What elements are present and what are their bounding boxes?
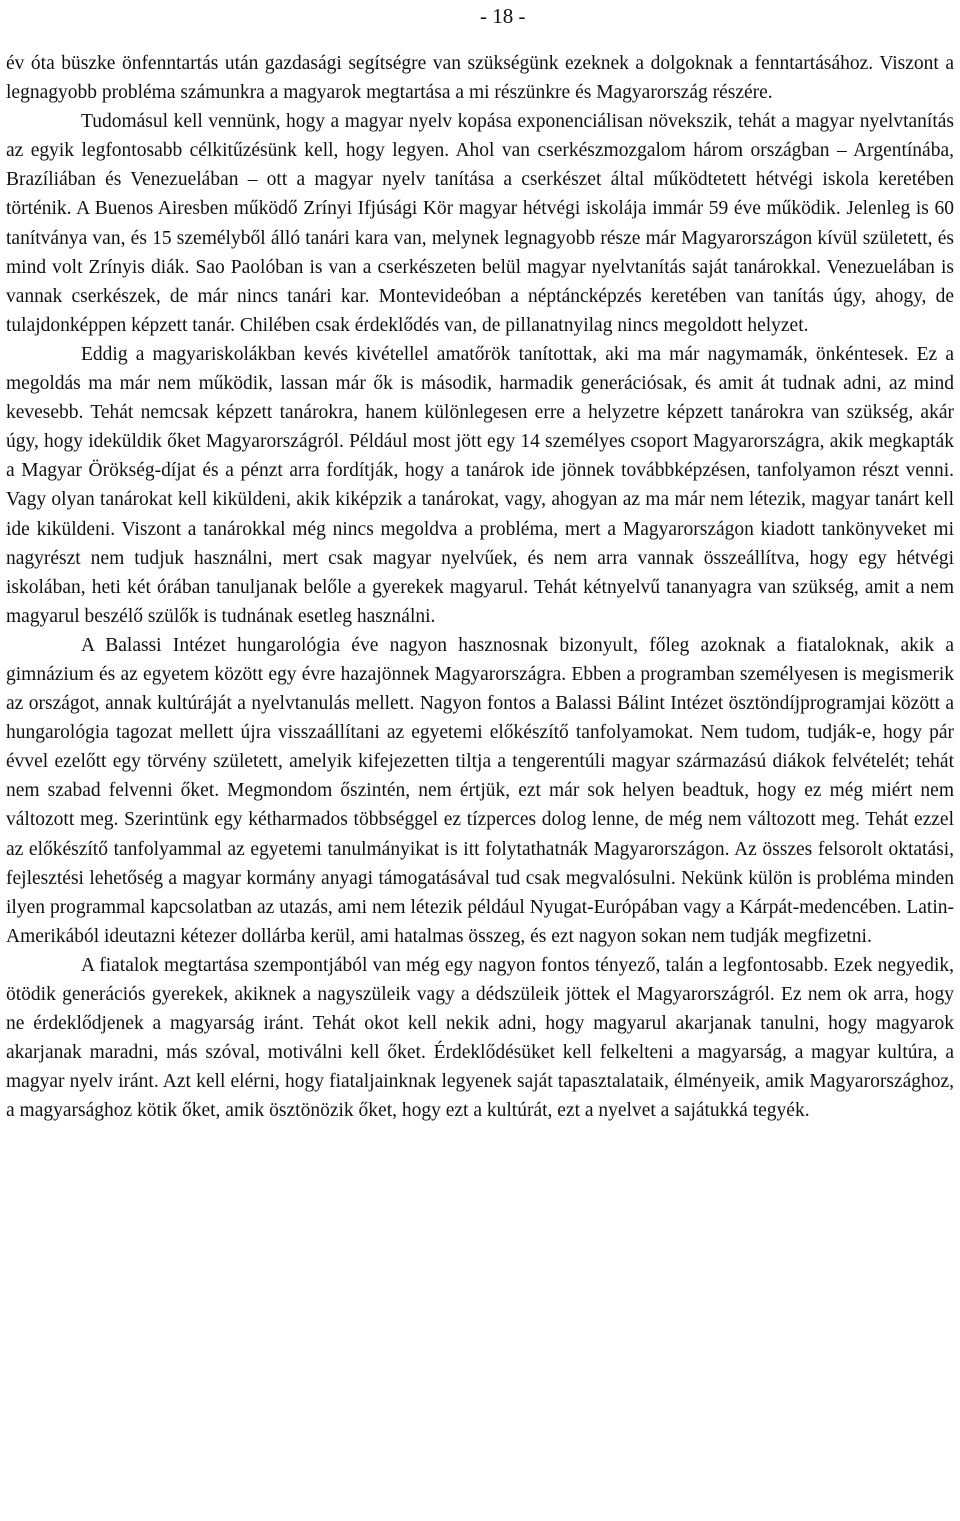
paragraph-3: Eddig a magyariskolákban kevés kivétellel amatőrök tanítottak, aki ma már nagymamák, önkéntesek. Ez a megoldás ma már nem működik, lassan már ők is második, harmadik generációsak, és amit át tudnak adni, az mind kevesebb. Tehát nemcsak képzett tanárokra, hanem különlegesen erre a helyzetre képzett tanárokra van szükség, akár úgy, hogy ideküldik őket Magyarországról. Például most jött egy 14 személyes csoport Magyarországra, akik megkapták a Magyar Örökség-díjat és a pénzt arra fordítják, hogy a tanárok ide jönnek továbbképzésen, tanfolyamon részt venni. Vagy olyan tanárokat kell kiküldeni, akik kiképzik a tanárokat, vagy, ahogyan az ma már nem létezik, magyar tanárt kell ide kiküldeni. Viszont a tanárokkal még nincs megoldva a probléma, mert a Magyarországon kiadott tankönyveket mi nagyrészt nem tudjuk használni, mert csak magyar nyelvűek, és nem arra vannak összeállítva, hogy egy hétvégi iskolában, heti két órában tanuljanak belőle a gyerekek magyarul. Tehát kétnyelvű tananyagra van szükség, amit a nem magyarul beszélő szülők is tudnának esetleg használni. xyxy=(6,343,954,627)
body-text xyxy=(6,49,954,1125)
paragraph-4: A Balassi Intézet hungarológia éve nagyon hasznosnak bizonyult, főleg azoknak a fiataloknak, akik a gimnázium és az egyetem között egy évre hazajönnek Magyarországra. Ebben a programban személyesen is megismerik az országot, annak kultúráját a nyelvtanulás mellett. Nagyon fontos a Balassi Bálint Intézet ösztöndíjprogramjai között a hungarológia tagozat mellett újra visszaállítani az egyetemi előkészítő tanfolyamokat. Nem tudom, tudják-e, hogy pár évvel ezelőtt egy törvény született, amelyik kifejezetten tiltja a tengerentúli magyar származású diákok felvételét; tehát nem szabad felvenni őket. Megmondom őszintén, nem értjük, ezt már sok helyen beadtuk, hogy ez még miért nem változott meg. Szerintünk egy kétharmados többséggel ez tízperces dolog lenne, de még nem változott meg. Tehát ezzel az előkészítő tanfolyammal az egyetemi tanulmányikat is itt folytathatnák Magyarországon. Az összes felsorolt oktatási, fejlesztési lehetőség a magyar kormány anyagi támogatásával tud csak megvalósulni. Nekünk külön is probléma minden ilyen programmal kapcsolatban az utazás, ami nem létezik például Nyugat-Európában vagy a Kárpát-medencében. Latin-Amerikából ideutazni kétezer dollárba kerül, ami hatalmas összeg, és ezt nagyon sokan nem tudják megfizetni. xyxy=(6,634,954,947)
paragraph-1: év óta büszke önfenntartás után gazdasági segítségre van szükségünk ezeknek a dolgoknak a fenntartásához. Viszont a legnagyobb probléma számunkra a magyarok megtartása a mi részünkre és Magyarország részére. xyxy=(6,53,954,104)
paragraph-2: Tudomásul kell vennünk, hogy a magyar nyelv kopása exponenciálisan növekszik, tehát a magyar nyelvtanítás az egyik legfontosabb célkitűzésünk kell, hogy legyen. Ahol van cserkészmozgalom három országban – Argentínába, Brazíliában és Venezuelában – ott a magyar nyelv tanítása a cserkészet által működtetett hétvégi iskola keretében történik. A Buenos Airesben működő Zrínyi Ifjúsági Kör magyar hétvégi iskolája immár 59 éve működik. Jelenleg is 60 tanítványa van, és 15 személyből álló tanári kara van, melynek legnagyobb része már Magyarországon kívül született, és mind volt Zrínyis diák. Sao Paolóban is van a cserkészeten belül magyar nyelvtanítás saját tanárokkal. Venezuelában is vannak cserkészek, de már nincs tanári kar. Montevideóban a néptáncképzés keretében van tanítás úgy, ahogy, de tulajdonképpen képzett tanár. Chilében csak érdeklődés van, de pillanatnyilag nincs megoldott helyzet. xyxy=(6,111,954,336)
paragraph-5: A fiatalok megtartása szempontjából van még egy nagyon fontos tényező, talán a legfontosabb. Ezek negyedik, ötödik generációs gyerekek, akiknek a nagyszüleik vagy a dédszüleik jöttek el Magyarországról. Ez nem ok arra, hogy ne érdeklődjenek a magyarság iránt. Tehát okot kell nekik adni, hogy magyarul akarjanak tanulni, hogy magyarok akarjanak maradni, más szóval, motiválni kell őket. Érdeklődésüket kell felkelteni a magyarság, a magyar kultúra, a magyar nyelv iránt. Azt kell elérni, hogy fiataljainknak legyenek saját tapasztalataik, élményeik, amik Magyarországhoz, a magyarsághoz kötik őket, amik ösztönözik őket, hogy ezt a kultúrát, ezt a nyelvet a sajátukká tegyék. xyxy=(6,954,954,1122)
page-number: - 18 - xyxy=(480,4,526,28)
